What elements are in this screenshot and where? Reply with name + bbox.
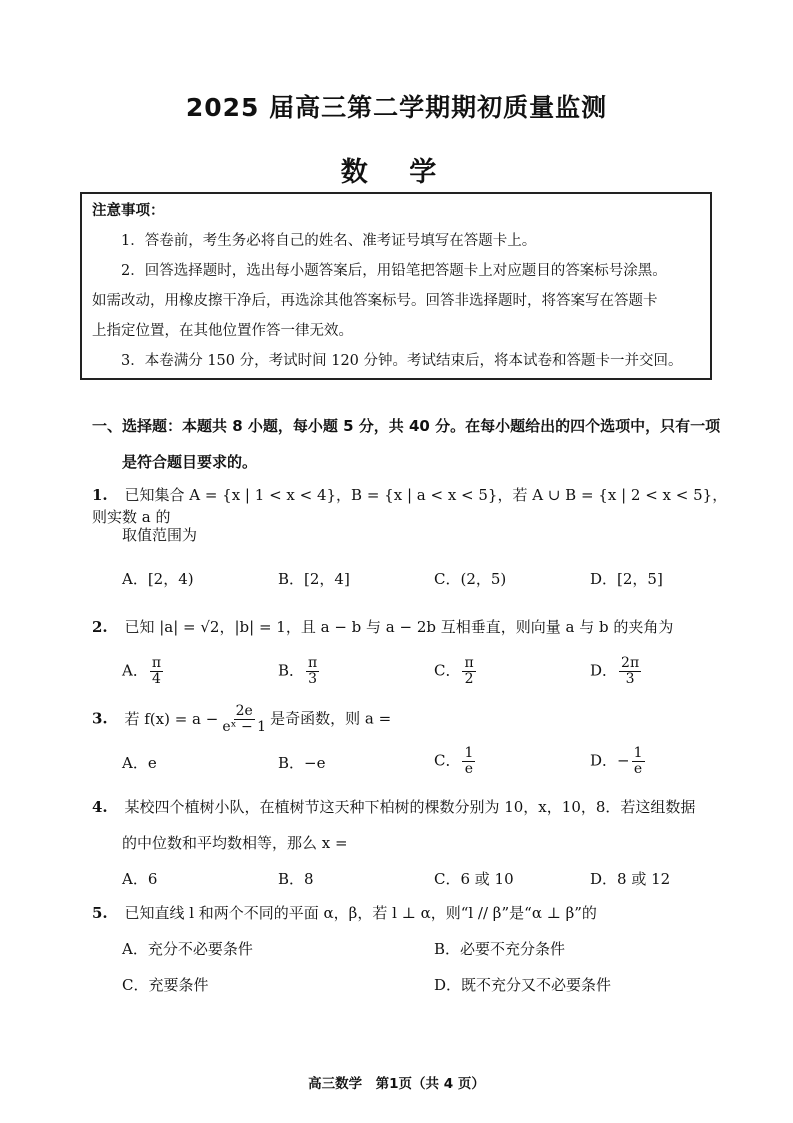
- frac-denominator: e: [464, 761, 474, 777]
- q5-option-a: A．充分不必要条件: [122, 940, 253, 958]
- frac-numerator: 2e: [235, 703, 253, 719]
- q2-option-c: [434, 656, 478, 687]
- q1-option-b: B．[2，4]: [278, 570, 350, 588]
- section-heading: [92, 408, 722, 480]
- option-label: D．−: [590, 751, 630, 770]
- question-3: [92, 704, 732, 735]
- option-label: B．−e: [278, 754, 326, 772]
- q1-option-d: D．[2，5]: [590, 570, 663, 588]
- frac-numerator: 2π: [621, 655, 640, 671]
- question-stem: 已知直线 l 和两个不同的平面 α，β，若 l ⊥ α，则“l // β”是“α ⊥ β”的: [124, 904, 597, 922]
- q3-option-b: [278, 752, 325, 773]
- q3-option-a: [122, 752, 157, 773]
- question-number: 4.: [92, 798, 108, 816]
- frac-numerator: π: [308, 655, 318, 671]
- notice-item-2b: 如需改动，用橡皮擦干净后，再选涂其他答案标号。回答非选择题时，将答案写在答题卡: [92, 293, 658, 309]
- page-footer: 高三数学 第1页（共 4 页）: [308, 1076, 485, 1092]
- subject-title: 数 学: [340, 157, 453, 188]
- option-label: A．: [122, 661, 148, 680]
- frac-denominator: 3: [308, 671, 318, 687]
- option-label: D．: [590, 661, 618, 680]
- notice-item-3: 3．本卷满分 150 分，考试时间 120 分钟。考试结束后，将本试卷和答题卡一并交回。: [121, 353, 683, 369]
- option-label: C．: [434, 751, 461, 770]
- notice-item-2c: 上指定位置，在其他位置作答一律无效。: [92, 323, 353, 339]
- question-number: 3.: [92, 709, 108, 728]
- question-4-stem-cont: 的中位数和平均数相等，那么 x =: [122, 834, 348, 852]
- question-number: 2.: [92, 618, 108, 636]
- question-stem: 已知 |a| = √2，|b| = 1，且 a − b 与 a − 2b 互相垂直，则向量 a 与 b 的夹角为: [124, 618, 674, 636]
- q5-option-d: D．既不充分又不必要条件: [434, 976, 612, 994]
- q3-option-d: [590, 746, 647, 777]
- question-1-stem-cont: 取值范围为: [122, 526, 198, 544]
- q4-option-c: C．6 或 10: [434, 870, 514, 888]
- section-heading-line1: 一、选择题：本题共 8 小题，每小题 5 分，共 40 分。在每小题给出的四个选项中，只有一项: [92, 417, 721, 435]
- notice-item-1: 1．答卷前，考生务必将自己的姓名、准考证号填写在答题卡上。: [121, 233, 537, 249]
- frac-denominator: eˣ − 1: [222, 719, 267, 735]
- q2-option-a: [122, 656, 165, 687]
- option-label: A．e: [122, 754, 157, 772]
- q4-option-b: B．8: [278, 870, 314, 888]
- frac-denominator: e: [633, 761, 643, 777]
- option-label: B．: [278, 661, 305, 680]
- q4-option-a: A．6: [122, 870, 158, 888]
- notice-box: [80, 192, 712, 380]
- q3-option-c: [434, 746, 477, 777]
- question-number: 5.: [92, 904, 108, 922]
- frac-numerator: 1: [633, 745, 643, 761]
- option-label: C．: [434, 661, 461, 680]
- q2-option-b: [278, 656, 321, 687]
- frac-denominator: 3: [625, 671, 635, 687]
- frac-numerator: 1: [464, 745, 474, 761]
- frac-denominator: 2: [464, 671, 474, 687]
- exam-title: 2025 届高三第二学期期初质量监测: [185, 93, 608, 122]
- question-stem-pre: 若 f(x) = a −: [124, 709, 219, 728]
- notice-heading: 注意事项：: [92, 203, 165, 219]
- question-1: [92, 484, 732, 528]
- frac-denominator: 4: [151, 671, 161, 687]
- question-number: 1.: [92, 486, 108, 504]
- question-stem: 某校四个植树小队，在植树节这天种下柏树的棵数分别为 10，x，10，8．若这组数据: [124, 798, 696, 816]
- q1-option-a: A．[2，4): [122, 570, 194, 588]
- q2-option-d: [590, 656, 643, 687]
- question-stem: 已知集合 A = {x | 1 < x < 4}，B = {x | a < x < 5}，若 A ∪ B = {x | 2 < x < 5}，则实数 a 的: [92, 486, 728, 526]
- q5-option-b: B．必要不充分条件: [434, 940, 566, 958]
- question-2: [92, 616, 732, 638]
- question-stem-post: 是奇函数，则 a =: [270, 709, 392, 728]
- section-heading-line2: 是符合题目要求的。: [122, 453, 258, 471]
- frac-numerator: π: [151, 655, 162, 671]
- q1-option-c: C．(2，5): [434, 570, 507, 588]
- q5-option-c: C．充要条件: [122, 976, 209, 994]
- question-4: [92, 796, 732, 818]
- notice-item-2a: 2．回答选择题时，选出每小题答案后，用铅笔把答题卡上对应题目的答案标号涂黑。: [121, 263, 667, 279]
- frac-numerator: π: [464, 655, 474, 671]
- q4-option-d: D．8 或 12: [590, 870, 671, 888]
- question-5: [92, 902, 732, 924]
